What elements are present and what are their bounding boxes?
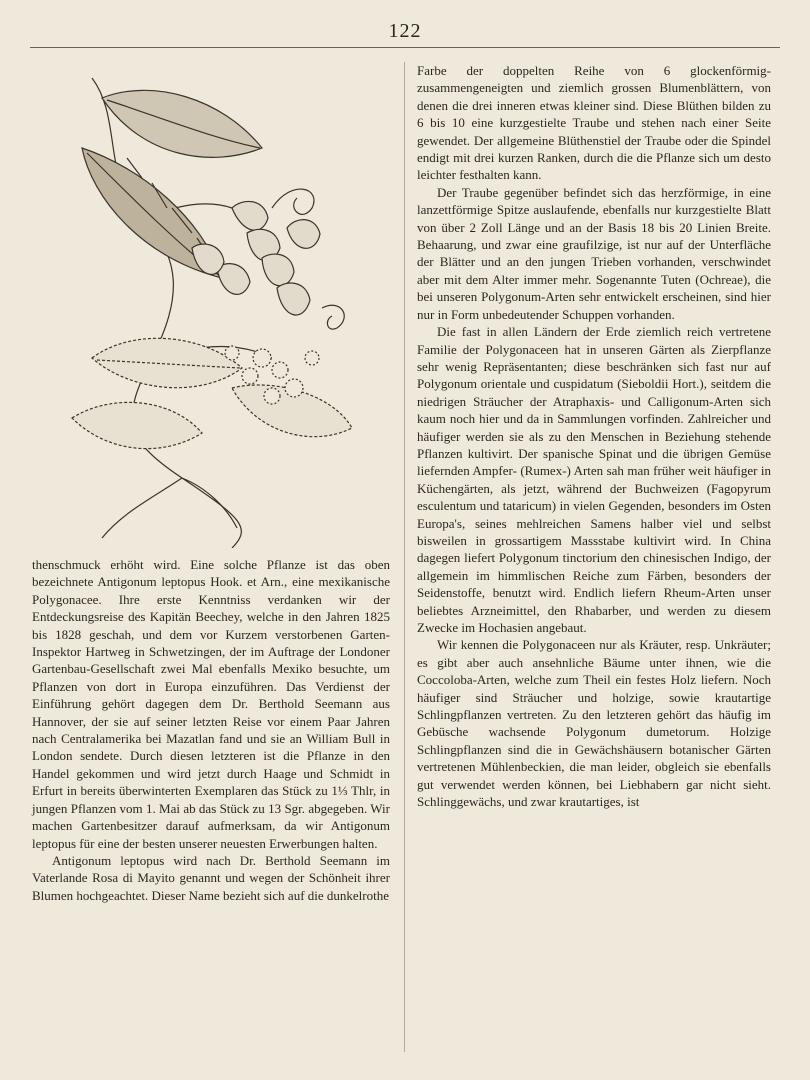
- left-text-column: [32, 556, 390, 904]
- paragraph: thenschmuck erhöht wird. Eine solche Pflanze ist das oben bezeichnete Antigonum leptopus Hook. et Arn., eine mexikanische Polygonacee. Ihre erste Kenntniss verdanken wir der Entdeckungsreise des Kapitän Beechey, welche in den Jahren 1825 bis 1828 geschah, und dem vor Kurzem verstorbenen Garten-Inspektor Hartweg in Schwetzingen, der im Auftrage der Londoner Gartenbau-Gesellschaft zwei Mal ebenfalls Mexiko besuchte, um Pflanzen von dort in Europa einzuführen. Das Verdienst der Einführung gehört dagegen dem Dr. Berthold Seemann aus Hannover, der sie auf seiner letzten Reise vor einem Paar Jahren nach Centralamerika bei Mazatlan fand und sie an William Bull in London sendete. Durch diesen letzteren ist die Pflanze in den Handel gekommen und wird jetzt durch Haage und Schmidt in Erfurt in bereits überwinterten Exemplaren das Stück zu 1⅓ Thlr, in jungen Pflanzen vom 1. Mai ab das Stück zu 13 Sgr. abgegeben. Wir machen Gartenbesitzer darauf aufmerksam, da wir Antigonum leptopus für eine der besten unserer neuesten Erwerbungen halten.: [32, 557, 390, 851]
- header-rule: [30, 47, 780, 48]
- right-text-column: [417, 62, 771, 810]
- paragraph: Der Traube gegenüber befindet sich das herzförmige, in eine lanzettförmige Spitze auslaufende, ebenfalls nur kurzgestielte Blatt von über 2 Zoll Länge und an der Basis 18 bis 20 Linien Breite. Behaarung, und zwar eine graufilzige, ist nur auf der Unterfläche der Blätter und an den jungen Trieben vorhanden, verschwindet aber mit dem Alter immer mehr. Sogenannte Tuten (Ochreae), die bei unseren Polygonum-Arten sehr entwickelt erscheinen, sind hier nur in Form unbedeutender Schuppen vorhanden.: [417, 184, 771, 322]
- paragraph: Die fast in allen Ländern der Erde ziemlich reich vertretene Familie der Polygonaceen hat in unseren Gärten als Zierpflanze sehr wenig Repräsentanten; diese beschränken sich fast nur auf Polygonum orientale und cuspidatum (Sieboldii Hort.), seitdem die niedrigen Sträucher der Atraphaxis- und Calligonum-Arten sich kaum noch hier und da in Sammlungen vorfinden. Zahlreicher und häufiger werden sie als zu den Menschen in Beziehung stehende Pflanzen kultivirt. Der spanische Spinat und die übrigen Gemüse liefernden Ampfer- (Rumex-) Arten sah man früher weit häufiger in Küchengärten, als jetzt, während der Buchweizen (Fagopyrum esculentum und tataricum) in vielen Gegenden, besonders im Osten Europa's, seines mehlreichen Samens halber viel und selbst bisweilen in grossartigem Massstabe kultivirt wird. In China dagegen liefert Polygonum tinctorium den chinesischen Indigo, der allgemein im himmlischen Reiche zum Färben, besonders der Seidenstoffe, benutzt wird. Endlich liefern Rheum-Arten unser beliebtes Arzneimittel, den Rhabarber, und werden zu diesem Zwecke im Hochasien angebaut.: [417, 324, 771, 635]
- column-divider: [404, 62, 405, 1052]
- page-number: 122: [388, 20, 422, 42]
- paragraph: Wir kennen die Polygonaceen nur als Kräuter, resp. Unkräuter; es gibt aber auch ansehnliche Bäume unter ihnen, wie die Coccoloba-Arten, welche zum Theil ein festes Holz liefern. Noch häufiger sind Sträucher und holzige, sowie krautartige Schlingpflanzen vertreten. Zu den letzteren gehört das häufig im Gebüsche wachsende Polygonum dumetorum. Holzige Schlingpflanzen sind die in Gewächshäusern botanischer Gärten vertretenen Mühlenbeckien, die man leider, obgleich sie ebenfalls gut verwendet werden können, bei Liebhabern gar nicht sieht. Schlinggewächs, und zwar krautartiges, ist: [417, 637, 771, 810]
- antigonum-illustration: [32, 58, 392, 548]
- paragraph: Antigonum leptopus wird nach Dr. Berthold Seemann im Vaterlande Rosa di Mayito genannt und wegen der Schönheit ihrer Blumen hochgeachtet. Dieser Name bezieht sich auf die dunkelrothe: [32, 852, 390, 903]
- paragraph: Farbe der doppelten Reihe von 6 glockenförmig-zusammengeneigten und ziemlich grossen Blumenblättern, von denen die drei inneren etwas kleiner sind. Diese Blüthen bilden zu 6 bis 10 eine kurzgestielte Traube und stehen nach einer Seite gewendet. Der allgemeine Blüthenstiel der Traube oder die Spindel endigt mit drei kurzen Ranken, durch die die Pflanze sich um desto leichter festhalten kann.: [417, 63, 771, 183]
